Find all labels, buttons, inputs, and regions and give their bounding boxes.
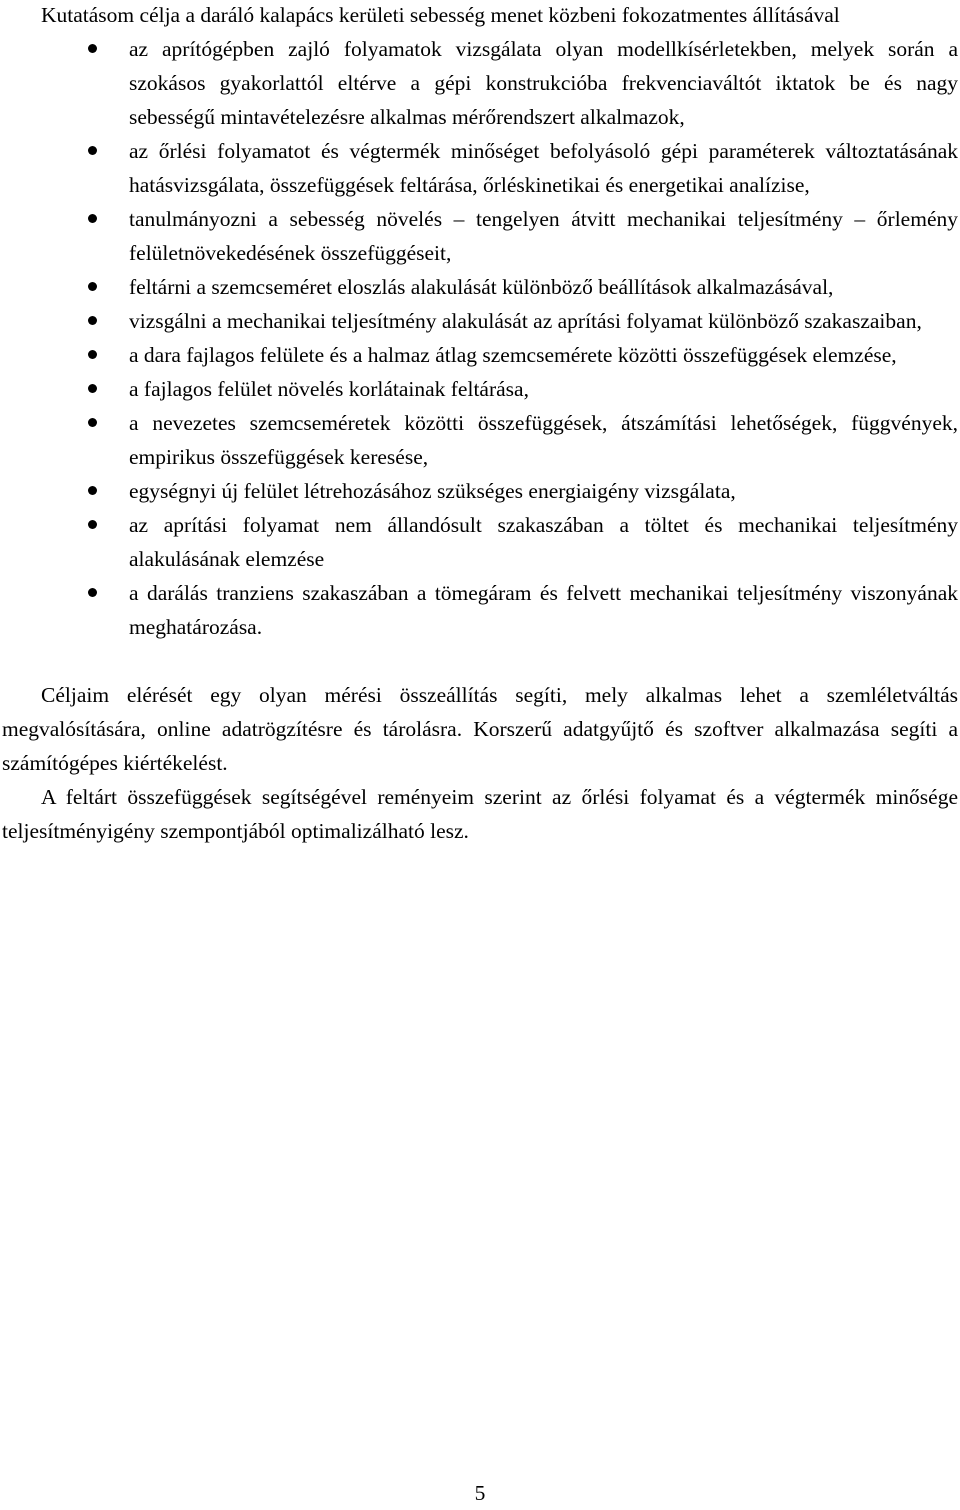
list-item-text: az aprítási folyamat nem állandósult szakaszában a töltet és mechanikai teljesítmény alakulásának elemzése [129, 513, 958, 571]
list-item-text: tanulmányozni a sebesség növelés – tengelyen átvitt mechanikai teljesítmény – őrlemény felületnövekedésének összefüggéseit, [129, 207, 958, 265]
text-block [2, 0, 958, 848]
list-item-text: az aprítógépben zajló folyamatok vizsgálata olyan modellkísérletekben, melyek során a szokásos gyakorlattól eltérve a gépi konstrukcióba frekvenciaváltót iktatok be és nagy sebességű mintavételezésre alkalmas mérőrendszert alkalmazok, [129, 37, 958, 129]
list-item-text: a nevezetes szemcseméretek közötti összefüggések, átszámítási lehetőségek, függvények, empirikus összefüggések keresése, [129, 411, 958, 469]
list-item [2, 576, 958, 644]
list-item [2, 32, 958, 134]
bullet-icon [88, 486, 97, 495]
bullet-icon [88, 350, 97, 359]
bullet-icon [88, 588, 97, 597]
list-item-text: feltárni a szemcseméret eloszlás alakulását különböző beállítások alkalmazásával, [129, 275, 834, 299]
list-item [2, 270, 958, 304]
bullet-icon [88, 44, 97, 53]
list-item [2, 338, 958, 372]
list-item [2, 202, 958, 270]
list-item [2, 372, 958, 406]
conclusion-paragraph-1: Céljaim elérését egy olyan mérési összeállítás segíti, mely alkalmas lehet a szemléletváltás megvalósítására, online adatrögzítésre és tárolásra. Korszerű adatgyűjtő és szoftver alkalmazása segíti a számítógépes kiértékelést. [2, 683, 958, 775]
objectives-list [2, 32, 958, 644]
list-item [2, 406, 958, 474]
list-item-text: a fajlagos felület növelés korlátainak feltárása, [129, 377, 529, 401]
list-item-text: vizsgálni a mechanikai teljesítmény alakulását az aprítási folyamat különböző szakaszaiban, [129, 309, 922, 333]
bullet-icon [88, 282, 97, 291]
list-item [2, 304, 958, 338]
conclusion-section [2, 678, 958, 848]
conclusion-paragraph-2: A feltárt összefüggések segítségével reményeim szerint az őrlési folyamat és a végtermék minősége teljesítményigény szempontjából optimalizálható lesz. [2, 785, 958, 843]
list-item [2, 474, 958, 508]
bullet-icon [88, 418, 97, 427]
list-item [2, 508, 958, 576]
intro-paragraph: Kutatásom célja a daráló kalapács kerületi sebesség menet közbeni fokozatmentes állításával [41, 3, 840, 27]
list-item-text: a darálás tranziens szakaszában a tömegáram és felvett mechanikai teljesítmény viszonyának meghatározása. [129, 581, 958, 639]
list-item-text: az őrlési folyamatot és végtermék minőséget befolyásoló gépi paraméterek változtatásának hatásvizsgálata, összefüggések feltárása, őrléskinetikai és energetikai analízise, [129, 139, 958, 197]
bullet-icon [88, 520, 97, 529]
bullet-icon [88, 146, 97, 155]
bullet-icon [88, 214, 97, 223]
list-item-text: a dara fajlagos felülete és a halmaz átlag szemcsemérete közötti összefüggések elemzése, [129, 343, 897, 367]
page-number: 5 [474, 1481, 486, 1505]
list-item-text: egységnyi új felület létrehozásához szükséges energiaigény vizsgálata, [129, 479, 736, 503]
bullet-icon [88, 316, 97, 325]
list-item [2, 134, 958, 202]
bullet-icon [88, 384, 97, 393]
